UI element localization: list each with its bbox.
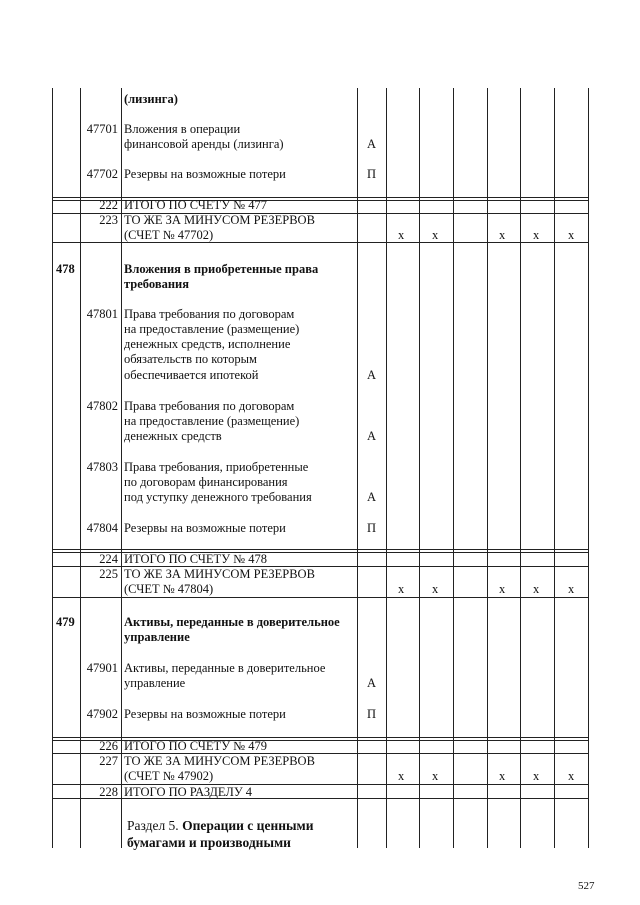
x-mark: х bbox=[398, 582, 405, 596]
account-title: Активы, переданные в доверительное bbox=[124, 661, 326, 675]
section-title-line: бумагами и производными bbox=[127, 835, 291, 850]
account-code: 479 bbox=[56, 615, 75, 629]
account-title-line: на предоставление (размещение) bbox=[124, 414, 300, 428]
account-title-line: (СЧЕТ № 47702) bbox=[124, 228, 214, 242]
column-rule bbox=[487, 88, 488, 848]
account-sign: П bbox=[367, 521, 377, 535]
account-title: Вложения в операции bbox=[124, 122, 241, 136]
column-rule bbox=[520, 88, 521, 848]
account-title-line: управление bbox=[124, 630, 190, 644]
column-rule bbox=[588, 88, 589, 848]
account-title-line: обязательств по которым bbox=[124, 352, 257, 366]
account-title: Права требования по договорам bbox=[124, 399, 295, 413]
account-title: ИТОГО ПО РАЗДЕЛУ 4 bbox=[124, 785, 253, 799]
x-mark: х bbox=[432, 582, 439, 596]
account-sign: А bbox=[367, 676, 377, 690]
account-code: 225 bbox=[99, 567, 118, 581]
x-mark: х bbox=[568, 228, 575, 242]
account-code: 47803 bbox=[86, 460, 118, 474]
account-title-line: обеспечивается ипотекой bbox=[124, 368, 259, 382]
section-title: Операции с ценными bbox=[182, 818, 314, 833]
column-rule bbox=[419, 88, 420, 848]
section-heading bbox=[127, 817, 314, 834]
account-title-line: требования bbox=[124, 277, 189, 291]
account-sign: А bbox=[367, 490, 377, 504]
column-rule bbox=[357, 88, 358, 848]
account-title-line: управление bbox=[124, 676, 186, 690]
account-code: 47802 bbox=[86, 399, 118, 413]
account-code: 223 bbox=[99, 213, 118, 227]
account-title: ИТОГО ПО СЧЕТУ № 477 bbox=[124, 198, 267, 212]
column-rule bbox=[386, 88, 387, 848]
account-code: 228 bbox=[99, 785, 118, 799]
account-sign: А bbox=[367, 137, 377, 151]
x-mark: х bbox=[533, 769, 540, 783]
page-number: 527 bbox=[578, 880, 595, 892]
account-title: ИТОГО ПО СЧЕТУ № 479 bbox=[124, 739, 267, 753]
account-sign: П bbox=[367, 707, 377, 721]
x-mark: х bbox=[499, 582, 506, 596]
account-sign: А bbox=[367, 368, 377, 382]
account-title-line: денежных средств, исполнение bbox=[124, 337, 291, 351]
account-code: 47901 bbox=[86, 661, 118, 675]
account-title-line: денежных средств bbox=[124, 429, 222, 443]
account-code: 226 bbox=[99, 739, 118, 753]
section-prefix: Раздел 5. bbox=[127, 818, 179, 833]
account-title-line: по договорам финансирования bbox=[124, 475, 288, 489]
account-sign: А bbox=[367, 429, 377, 443]
account-title: Активы, переданные в доверительное bbox=[124, 615, 340, 629]
account-code: 47804 bbox=[86, 521, 118, 535]
x-mark: х bbox=[533, 228, 540, 242]
account-sign: П bbox=[367, 167, 377, 181]
row-rule bbox=[52, 737, 589, 738]
account-code: 222 bbox=[99, 198, 118, 212]
account-title: Резервы на возможные потери bbox=[124, 167, 286, 181]
account-title: Резервы на возможные потери bbox=[124, 707, 286, 721]
account-code: 224 bbox=[99, 552, 118, 566]
account-title: ТО ЖЕ ЗА МИНУСОМ РЕЗЕРВОВ bbox=[124, 567, 315, 581]
x-mark: х bbox=[568, 769, 575, 783]
account-title: Права требования по договорам bbox=[124, 307, 295, 321]
account-title: Вложения в приобретенные права bbox=[124, 262, 319, 276]
column-rule bbox=[554, 88, 555, 848]
account-code: 47801 bbox=[86, 307, 118, 321]
x-mark: х bbox=[432, 769, 439, 783]
account-title-line: на предоставление (размещение) bbox=[124, 322, 300, 336]
account-code: 47902 bbox=[86, 707, 118, 721]
column-rule bbox=[52, 88, 53, 848]
column-rule bbox=[453, 88, 454, 848]
account-title-line: под уступку денежного требования bbox=[124, 490, 312, 504]
row-rule bbox=[52, 549, 589, 550]
account-code: 478 bbox=[56, 262, 75, 276]
account-title: ТО ЖЕ ЗА МИНУСОМ РЕЗЕРВОВ bbox=[124, 754, 315, 768]
x-mark: х bbox=[398, 228, 405, 242]
x-mark: х bbox=[568, 582, 575, 596]
account-title: Резервы на возможные потери bbox=[124, 521, 286, 535]
x-mark: х bbox=[499, 228, 506, 242]
account-code: 227 bbox=[99, 754, 118, 768]
account-code: 47702 bbox=[86, 167, 118, 181]
x-mark: х bbox=[398, 769, 405, 783]
account-title-line: финансовой аренды (лизинга) bbox=[124, 137, 284, 151]
x-mark: х bbox=[432, 228, 439, 242]
account-title: ТО ЖЕ ЗА МИНУСОМ РЕЗЕРВОВ bbox=[124, 213, 315, 227]
account-title: (лизинга) bbox=[124, 92, 178, 106]
column-rule bbox=[121, 88, 122, 848]
account-title-line: (СЧЕТ № 47804) bbox=[124, 582, 214, 596]
x-mark: х bbox=[533, 582, 540, 596]
account-title-line: (СЧЕТ № 47902) bbox=[124, 769, 214, 783]
x-mark: х bbox=[499, 769, 506, 783]
account-title: ИТОГО ПО СЧЕТУ № 478 bbox=[124, 552, 267, 566]
account-code: 47701 bbox=[86, 122, 118, 136]
account-title: Права требования, приобретенные bbox=[124, 460, 309, 474]
